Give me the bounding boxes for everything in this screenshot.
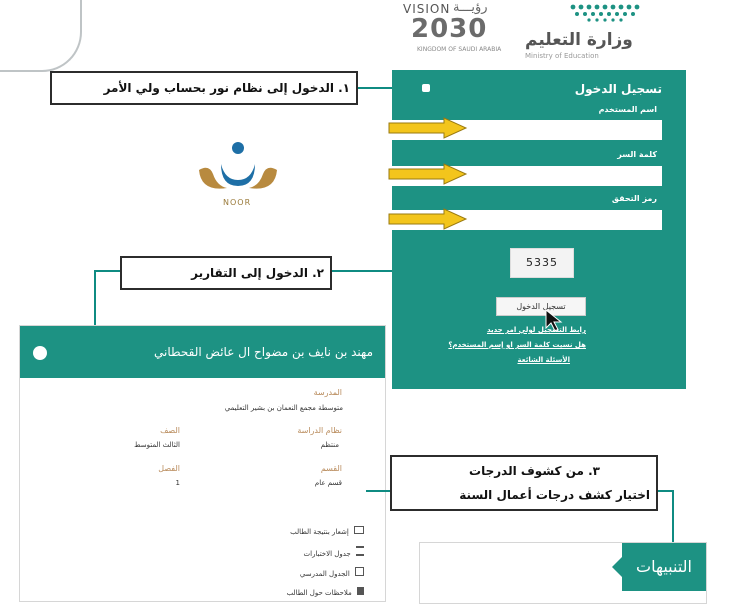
captcha-image: 5335 xyxy=(510,248,574,278)
callout-connector-line xyxy=(94,270,120,272)
school-value: متوسطة مجمع النعمان بن بشير التعليمي xyxy=(224,404,343,412)
callout-connector-line xyxy=(94,270,96,326)
menu-item-result-notice[interactable] xyxy=(224,526,364,536)
list-icon xyxy=(356,546,364,556)
callout-connector-line xyxy=(672,490,674,542)
ministry-english-name: Ministry of Education xyxy=(525,52,599,60)
menu-item-label: ملاحظات حول الطالب xyxy=(286,589,352,597)
captcha-label: رمز التحقق xyxy=(611,194,657,203)
report-icon xyxy=(354,526,364,534)
system-label: نظام الدراسة xyxy=(297,426,342,435)
yellow-arrow-icon xyxy=(388,117,468,139)
login-title: تسجيل الدخول xyxy=(574,82,662,96)
vision-2030-logo xyxy=(395,2,500,60)
username-label: اسم المستخدم xyxy=(598,105,657,114)
vision-year-text: 2030 xyxy=(411,14,488,44)
ministry-dots-icon xyxy=(565,2,645,24)
section-value: قسم عام xyxy=(314,479,342,487)
notifications-panel xyxy=(419,542,707,604)
menu-item-exam-schedule[interactable] xyxy=(224,546,364,558)
avatar xyxy=(33,346,47,360)
vision-latin-text: VISION xyxy=(403,2,451,16)
menu-item-school-schedule[interactable] xyxy=(224,567,364,578)
vision-arabic-text: رؤيـــة xyxy=(453,0,488,15)
student-name: مهند بن نايف بن مضواح ال عائض القحطاني xyxy=(154,345,373,359)
notifications-tab[interactable]: التنبيهات xyxy=(622,543,706,591)
grade-value: الثالث المتوسط xyxy=(134,441,180,449)
ministry-of-education-logo xyxy=(520,2,650,64)
callout-step-3-line-2: اختيار كشف درجات أعمال السنة xyxy=(459,488,650,502)
grade-label: الصف xyxy=(160,426,180,435)
lock-icon xyxy=(422,84,430,92)
faq-link[interactable]: الأسئلة الشائعة xyxy=(517,356,570,364)
password-label: كلمة السر xyxy=(617,150,657,159)
noor-logo-text: NOOR xyxy=(223,198,252,207)
yellow-arrow-icon xyxy=(388,163,468,185)
forgot-password-link[interactable]: هل نسيت كلمة السر او إسم المستخدم؟ xyxy=(448,341,586,349)
login-button[interactable]: تسجيل الدخول xyxy=(496,297,586,316)
system-value: منتظم xyxy=(320,441,339,449)
menu-item-label: جدول الاختبارات xyxy=(303,550,351,558)
menu-item-label: إشعار بنتيجة الطالب xyxy=(290,528,349,536)
menu-item-student-notes[interactable] xyxy=(224,587,364,597)
register-parent-link[interactable]: رابط التسجيل لولي امر جديد xyxy=(486,326,586,334)
calendar-icon xyxy=(355,567,364,576)
callout-step-1: ١. الدخول إلى نظام نور بحساب ولي الأمر xyxy=(50,71,358,105)
class-label: الفصل xyxy=(158,464,180,473)
menu-item-label: الجدول المدرسي xyxy=(299,570,350,578)
student-profile-card xyxy=(19,325,386,602)
school-label: المدرسة xyxy=(313,388,342,397)
class-value: 1 xyxy=(175,479,180,487)
decorative-corner-line xyxy=(0,0,82,72)
noor-logo xyxy=(191,140,285,208)
yellow-arrow-icon xyxy=(388,208,468,230)
ministry-arabic-name: وزارة التعليم xyxy=(525,30,633,50)
profile-card-header xyxy=(20,326,385,378)
callout-connector-line xyxy=(366,490,390,492)
section-label: القسم xyxy=(320,464,342,473)
callout-step-3-line-1: ٣. من كشوف الدرجات xyxy=(469,464,600,478)
callout-connector-line xyxy=(356,87,392,89)
note-icon xyxy=(357,587,364,595)
callout-step-2: ٢. الدخول إلى التقارير xyxy=(120,256,332,290)
vision-sub-text: KINGDOM OF SAUDI ARABIA xyxy=(417,46,502,53)
noor-emblem-icon xyxy=(191,140,285,198)
callout-step-3 xyxy=(390,455,658,511)
notifications-tab-notch xyxy=(612,557,622,577)
callout-connector-line xyxy=(330,270,392,272)
